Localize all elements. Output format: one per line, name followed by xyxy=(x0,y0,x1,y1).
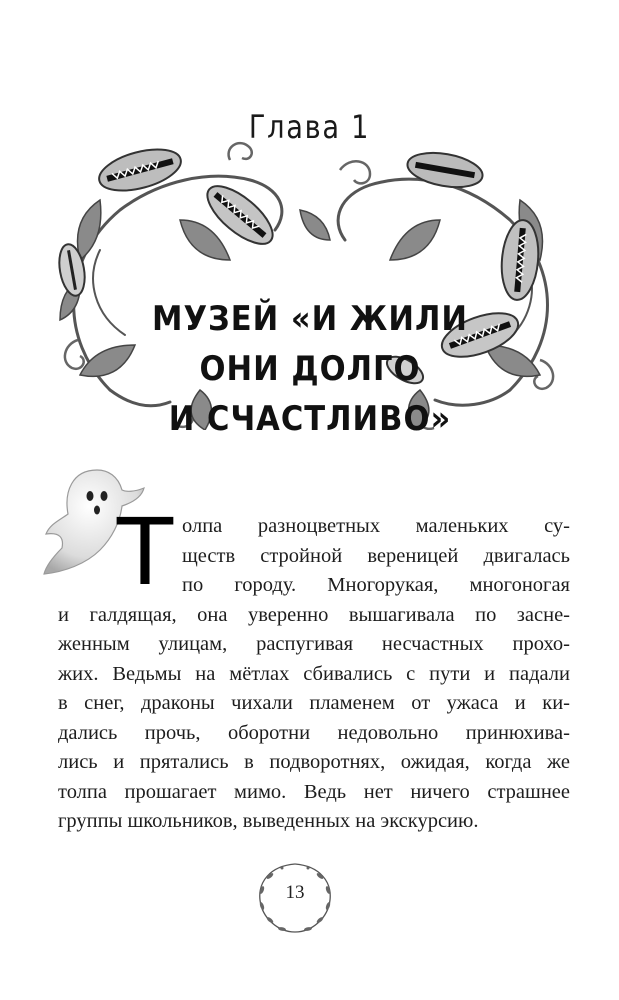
text-line: жих. Ведьмы на мётлах сбивались с пути и падали xyxy=(58,662,570,685)
text-line: группы школьников, выведенных на экскурсию. xyxy=(58,810,479,832)
text-line: в снег, драконы чихали пламенем от ужаса и ки- xyxy=(58,692,570,714)
page-number-block xyxy=(250,858,340,938)
chapter-title-line: ОНИ ДОЛГО xyxy=(199,349,421,389)
text-line: лись и прятались в подворотнях, ожидая, когда же xyxy=(58,751,570,773)
text-line: женным улицам, распугивая несчастных прохо- xyxy=(58,633,570,655)
chapter-title-line: И СЧАСТЛИВО» xyxy=(168,399,452,439)
chapter-body-text xyxy=(58,512,570,837)
chapter-title-line: МУЗЕЙ «И ЖИЛИ xyxy=(152,299,468,339)
text-line: по городу. Многорукая, многоногая xyxy=(182,574,570,596)
text-line: и галдящая, она уверенно вышагивала по засне- xyxy=(58,603,570,626)
chapter-title xyxy=(140,294,480,444)
drop-cap: Т xyxy=(116,499,174,606)
text-line: ществ стройной вереницей двигалась xyxy=(182,544,570,567)
text-line: олпа разноцветных маленьких су- xyxy=(182,515,570,537)
text-line: толпа прошагает мимо. Ведь нет ничего страшнее xyxy=(58,780,570,803)
text-line: дались прочь, оборотни недовольно принюхива- xyxy=(58,721,570,744)
page-number: 13 xyxy=(285,882,305,903)
chapter-label: Глава 1 xyxy=(248,108,371,146)
